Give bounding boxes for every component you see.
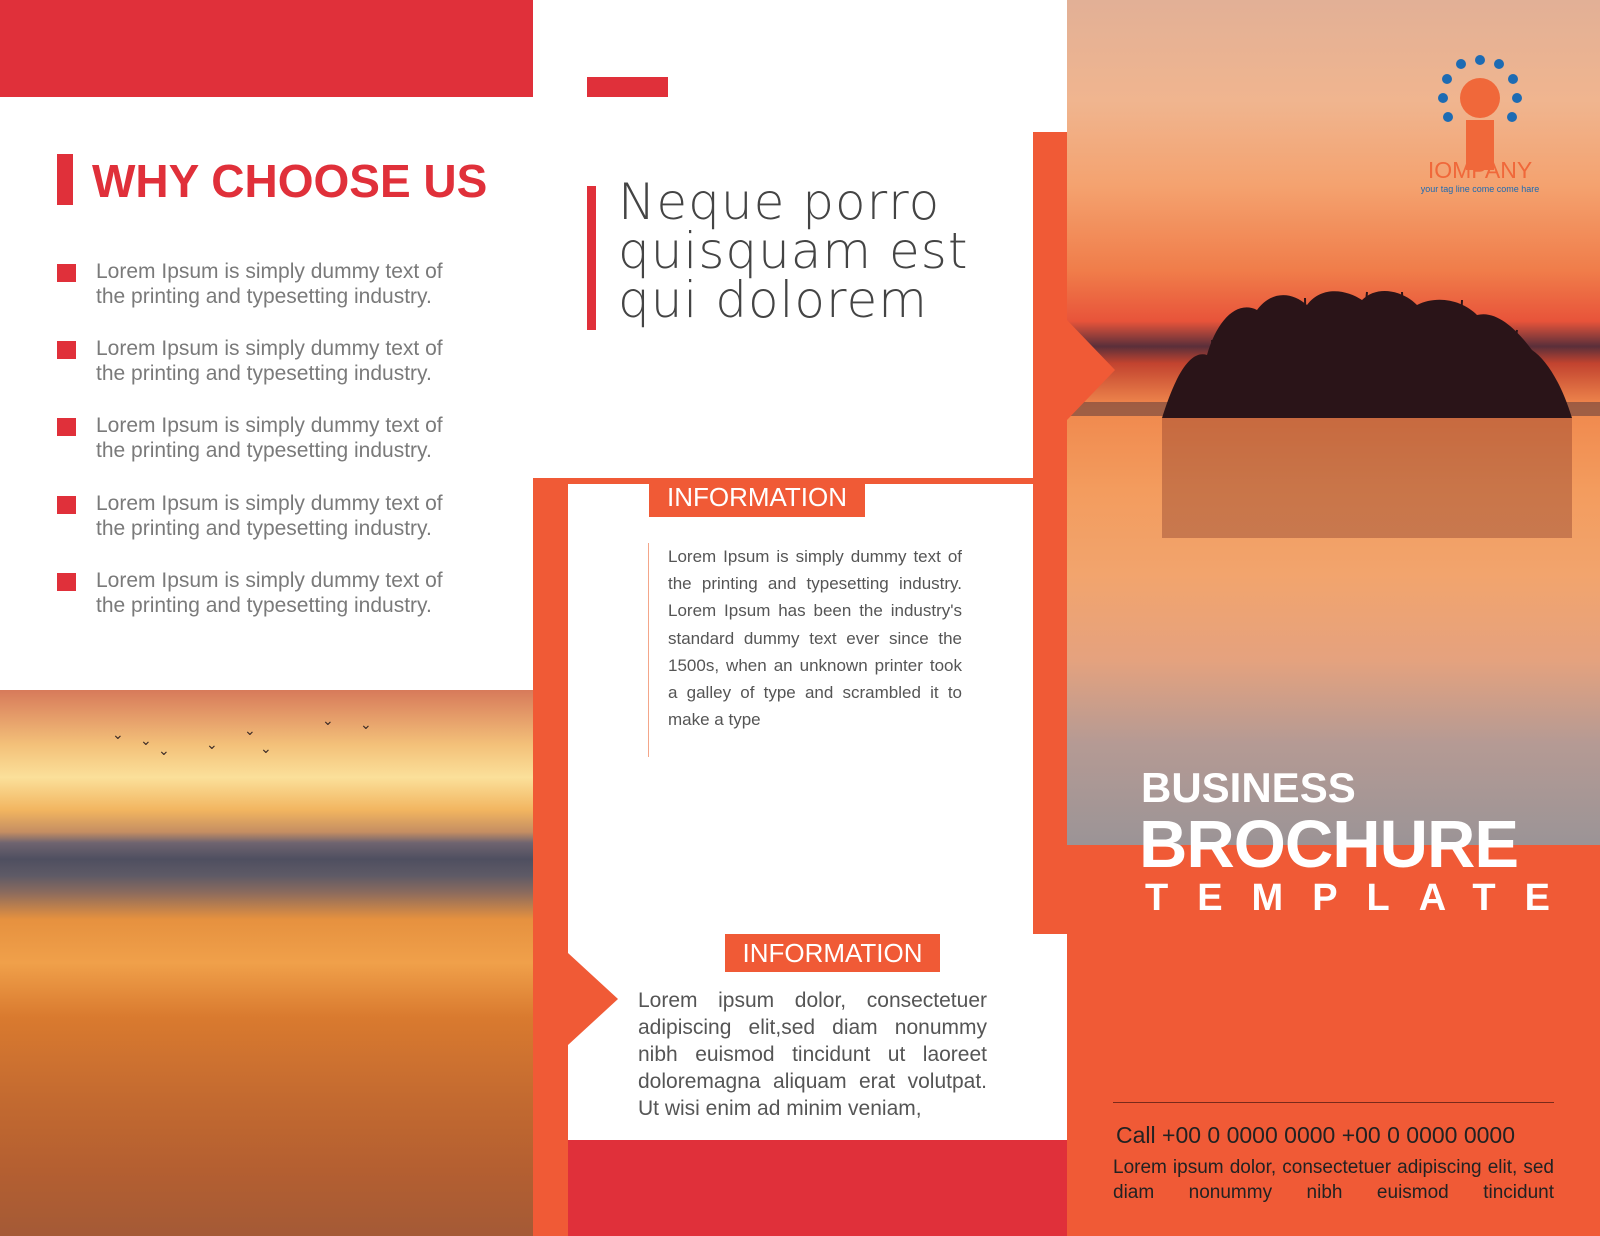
bird-icon: ⌄ <box>322 712 334 728</box>
middle-headline: Neque porro quisquam est qui dolorem <box>618 173 969 329</box>
company-tagline: your tag line come come hare <box>1420 184 1540 194</box>
heading-accent-bar <box>57 154 73 205</box>
contact-phone-line: Call +00 0 0000 0000 +00 0 0000 0000 <box>1116 1122 1516 1148</box>
information-tab-1: INFORMATION <box>649 478 865 517</box>
bullet-text: Lorem Ipsum is simply dummy text of the printing and typesetting industry. <box>96 569 443 617</box>
title-business: BUSINESS <box>1141 764 1356 811</box>
information-1-body: Lorem Ipsum is simply dummy text of the printing and typesetting industry. Lorem Ipsum has been the industry's standard dummy text ever since the 1500s, when an unknown printer took a galley of type and scrambled it to make a type <box>668 547 962 730</box>
information-tab-2: INFORMATION <box>725 934 940 972</box>
bird-icon: ⌄ <box>158 742 170 758</box>
panel-divider-orange <box>1033 132 1067 934</box>
bird-icon: ⌄ <box>360 716 372 732</box>
contact-divider <box>1113 1102 1554 1103</box>
title-brochure: BROCHURE <box>1139 807 1519 882</box>
contact-description: Lorem ipsum dolor, consectetuer adipiscing elit, sed diam nonummy nibh euismod tincidunt <box>1113 1157 1554 1203</box>
bullet-text: Lorem Ipsum is simply dummy text of the printing and typesetting industry. <box>96 414 443 462</box>
bullet-text: Lorem Ipsum is simply dummy text of the printing and typesetting industry. <box>96 260 443 308</box>
right-arrow-notch <box>1067 320 1117 420</box>
bird-icon: ⌄ <box>260 740 272 756</box>
bullet-square-icon <box>57 496 76 514</box>
bird-icon: ⌄ <box>112 726 124 742</box>
company-name: IOMPANY <box>1427 157 1533 183</box>
bullet-square-icon <box>57 418 76 436</box>
bullet-square-icon <box>57 341 76 359</box>
middle-top-accent-bar <box>587 77 668 97</box>
bird-icon: ⌄ <box>206 736 218 752</box>
bird-icon: ⌄ <box>140 732 152 748</box>
information-1-divider <box>648 543 649 757</box>
bullet-text: Lorem Ipsum is simply dummy text of the printing and typesetting industry. <box>96 492 443 540</box>
headline-accent-bar <box>587 186 596 330</box>
bird-icon: ⌄ <box>244 722 256 738</box>
middle-bottom-red-band <box>568 1140 1067 1236</box>
sunset-beach-photo <box>0 690 533 1236</box>
left-top-accent-bar <box>0 0 533 97</box>
why-choose-us-heading: WHY CHOOSE US <box>92 155 488 207</box>
bullet-text: Lorem Ipsum is simply dummy text of the printing and typesetting industry. <box>96 337 443 385</box>
information-2-body: Lorem ipsum dolor, consectetuer adipiscing elit,sed diam nonummy nibh euismod tincidunt ut laoreet doloremagna aliquam erat volutpat. Ut wisi enim ad minim veniam, <box>638 989 987 1120</box>
bullet-square-icon <box>57 573 76 591</box>
bullet-square-icon <box>57 264 76 282</box>
title-template: TEMPLATE <box>1145 877 1579 919</box>
arrow-notch-shape <box>568 953 620 1045</box>
